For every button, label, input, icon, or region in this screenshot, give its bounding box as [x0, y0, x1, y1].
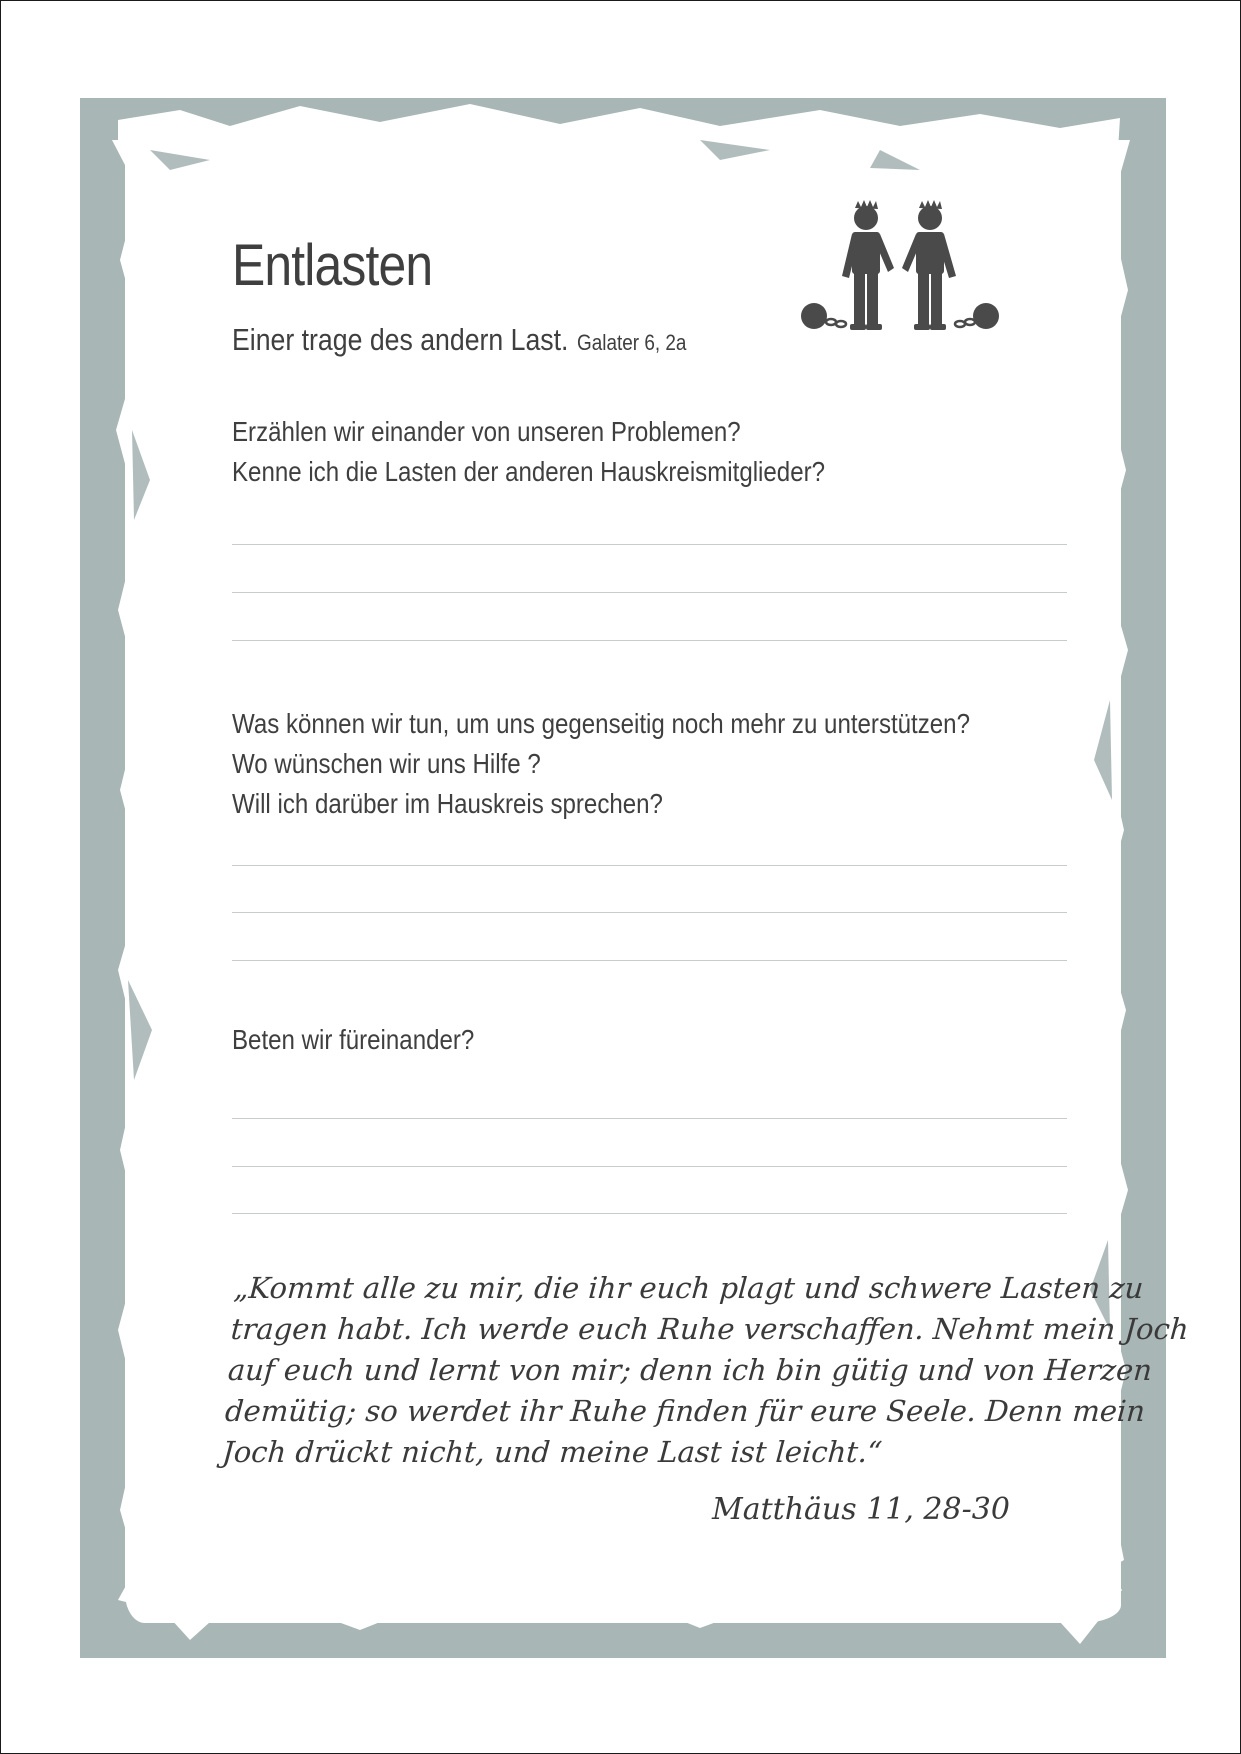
quote-line: tragen habt. Ich werde euch Ruhe verschaffen. Nehmt mein Joch: [229, 1312, 1190, 1346]
question-line: Beten wir füreinander?: [232, 1024, 475, 1055]
question-line: Will ich darüber im Hauskreis sprechen?: [232, 788, 663, 819]
answer-line: [232, 1213, 1067, 1214]
question-block-1: [232, 412, 825, 492]
question-line: Erzählen wir einander von unseren Problemen?: [232, 416, 741, 447]
question-block-3: [232, 1020, 474, 1060]
handwritten-quote: [221, 1268, 1190, 1473]
two-chained-figures-icon: [800, 198, 1002, 338]
answer-line: [232, 592, 1067, 593]
page-title: Entlasten: [232, 233, 433, 298]
answer-line: [232, 544, 1067, 545]
answer-line: [232, 865, 1067, 866]
answer-line: [232, 912, 1067, 913]
verse-reference: Galater 6, 2a: [577, 330, 687, 355]
question-line: Kenne ich die Lasten der anderen Hauskreismitglieder?: [232, 456, 825, 487]
quote-line: Joch drückt nicht, und meine Last ist leicht.“: [221, 1435, 884, 1469]
quote-line: „Kommt alle zu mir, die ihr euch plagt und schwere Lasten zu: [232, 1271, 1145, 1305]
quote-line: auf euch und lernt von mir; denn ich bin gütig und von Herzen: [226, 1353, 1154, 1387]
answer-line: [232, 1166, 1067, 1167]
answer-line: [232, 1118, 1067, 1119]
answer-line: [232, 960, 1067, 961]
quote-line: demütig; so werdet ihr Ruhe finden für eure Seele. Denn mein: [223, 1394, 1147, 1428]
question-block-2: [232, 704, 970, 824]
bible-verse: [232, 322, 686, 358]
quote-reference: Matthäus 11, 28-30: [712, 1492, 1010, 1527]
answer-line: [232, 640, 1067, 641]
verse-text: Einer trage des andern Last.: [232, 322, 569, 357]
question-line: Was können wir tun, um uns gegenseitig noch mehr zu unterstützen?: [232, 708, 970, 739]
question-line: Wo wünschen wir uns Hilfe ?: [232, 748, 541, 779]
